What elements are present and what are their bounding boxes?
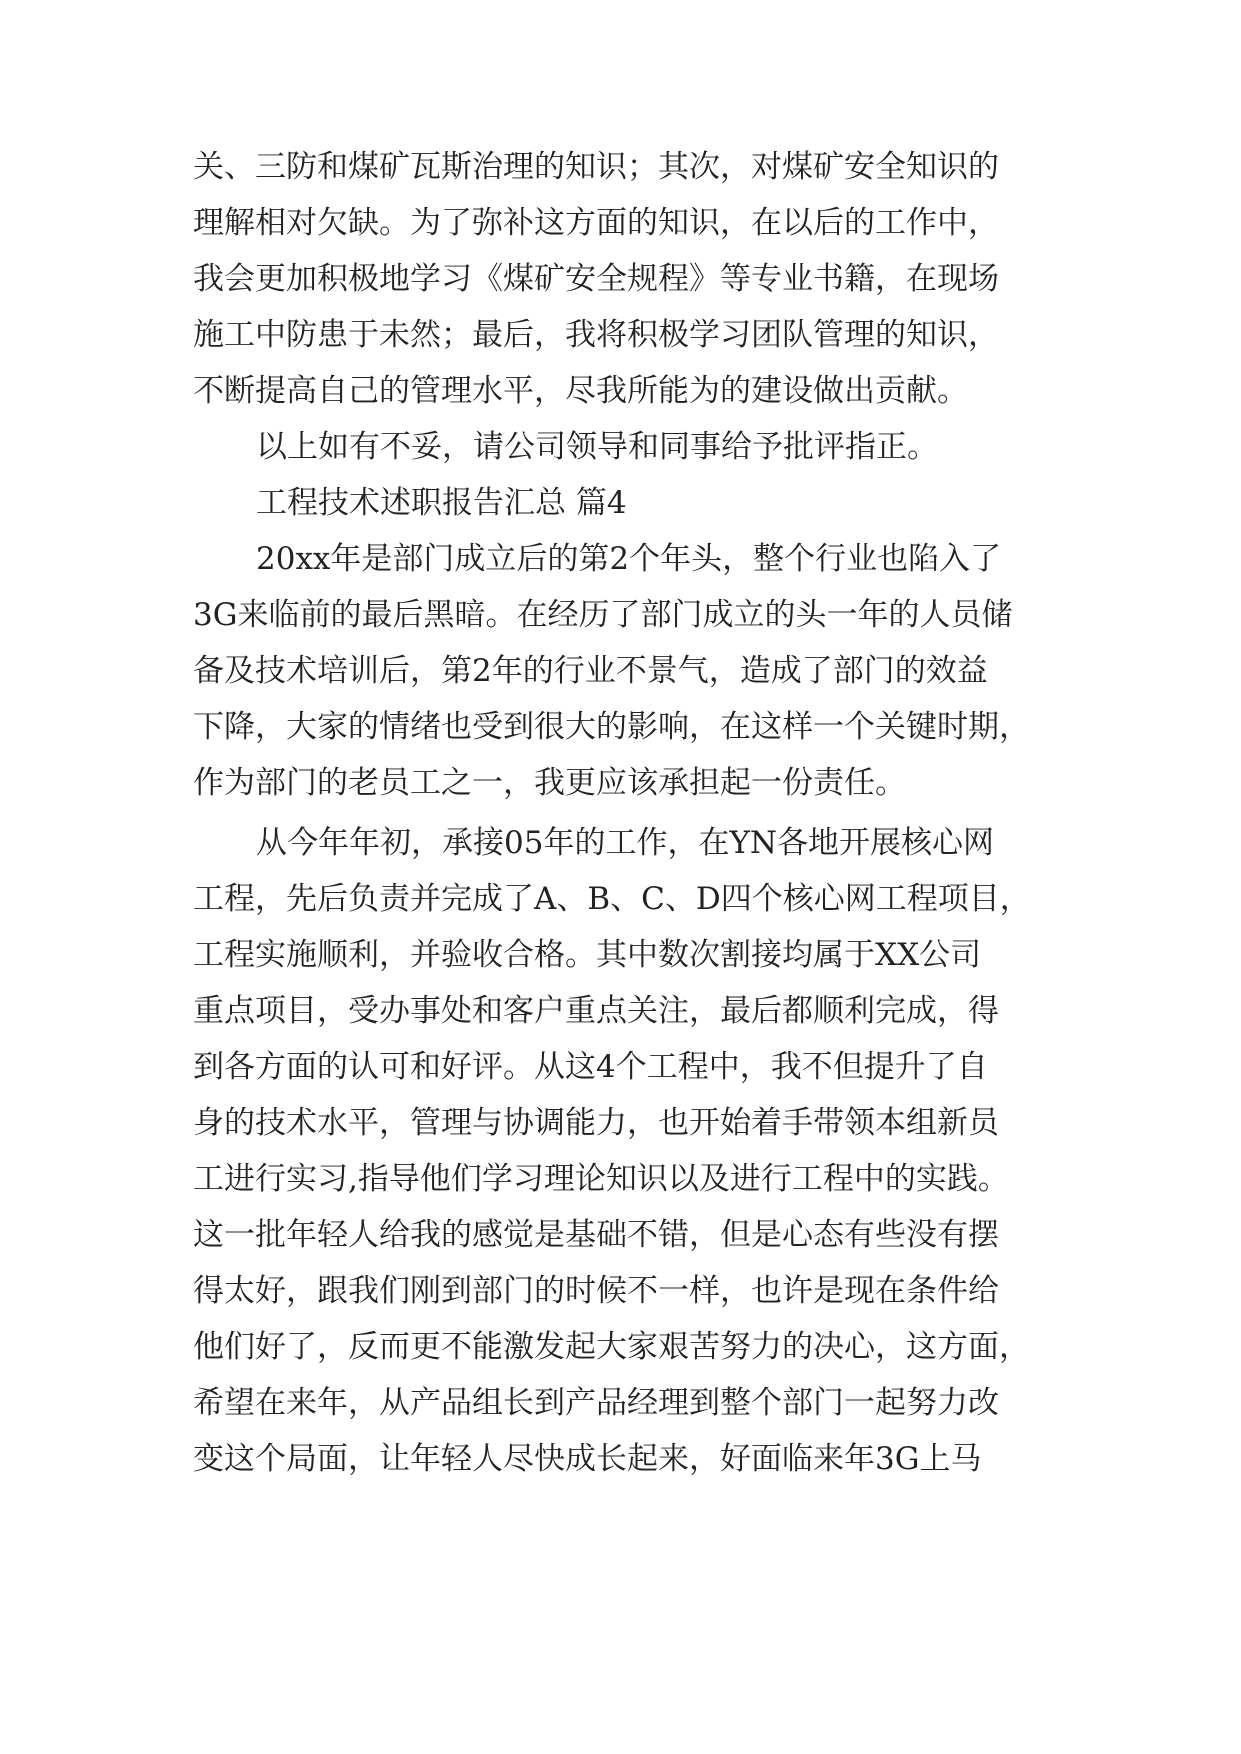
text-line: 下降，大家的情绪也受到很大的影响，在这样一个关键时期， xyxy=(193,709,1030,745)
text-line: 我会更加积极地学习《煤矿安全规程》等专业书籍，在现场 xyxy=(193,261,999,297)
text-line: 到各方面的认可和好评。从这4个工程中，我不但提升了自 xyxy=(193,1049,988,1085)
text-line: 理解相对欠缺。为了弥补这方面的知识，在以后的工作中， xyxy=(193,205,999,241)
text-line: 这一批年轻人给我的感觉是基础不错，但是心态有些没有摆 xyxy=(193,1217,999,1253)
text-line: 3G来临前的最后黑暗。在经历了部门成立的头一年的人员储 xyxy=(193,597,1013,633)
text-line: 得太好，跟我们刚到部门的时候不一样，也许是现在条件给 xyxy=(193,1273,999,1309)
text-line: 作为部门的老员工之一，我更应该承担起一份责任。 xyxy=(193,765,906,801)
text-line: 变这个局面，让年轻人尽快成长起来，好面临来年3G上马 xyxy=(193,1441,982,1477)
text-line: 备及技术培训后，第2年的行业不景气，造成了部门的效益 xyxy=(193,653,988,689)
text-line: 重点项目，受办事处和客户重点关注，最后都顺利完成，得 xyxy=(193,993,999,1029)
text-line: 不断提高自己的管理水平，尽我所能为的建设做出贡献。 xyxy=(193,373,968,409)
text-line: 工程实施顺利，并验收合格。其中数次割接均属于XX公司 xyxy=(193,937,982,973)
text-line: 身的技术水平，管理与协调能力，也开始着手带领本组新员 xyxy=(193,1105,999,1141)
closing-line: 以上如有不妥，请公司领导和同事给予批评指正。 xyxy=(256,429,938,465)
text-line: 他们好了，反而更不能激发起大家艰苦努力的决心，这方面， xyxy=(193,1329,1030,1365)
text-line: 关、三防和煤矿瓦斯治理的知识；其次，对煤矿安全知识的 xyxy=(193,149,999,185)
text-line: 希望在来年，从产品组长到产品经理到整个部门一起努力改 xyxy=(193,1385,999,1421)
text-line: 从今年年初，承接05年的工作，在YN各地开展核心网 xyxy=(256,825,995,861)
text-line: 工进行实习,指导他们学习理论知识以及进行工程中的实践。 xyxy=(193,1161,1009,1197)
text-line: 施工中防患于未然；最后，我将积极学习团队管理的知识， xyxy=(193,317,999,353)
text-line: 20xx年是部门成立后的第2个年头，整个行业也陷入了 xyxy=(256,541,1002,577)
text-line: 工程，先后负责并完成了A、B、C、D四个核心网工程项目， xyxy=(193,881,1031,917)
section-heading: 工程技术述职报告汇总 篇4 xyxy=(256,485,627,521)
